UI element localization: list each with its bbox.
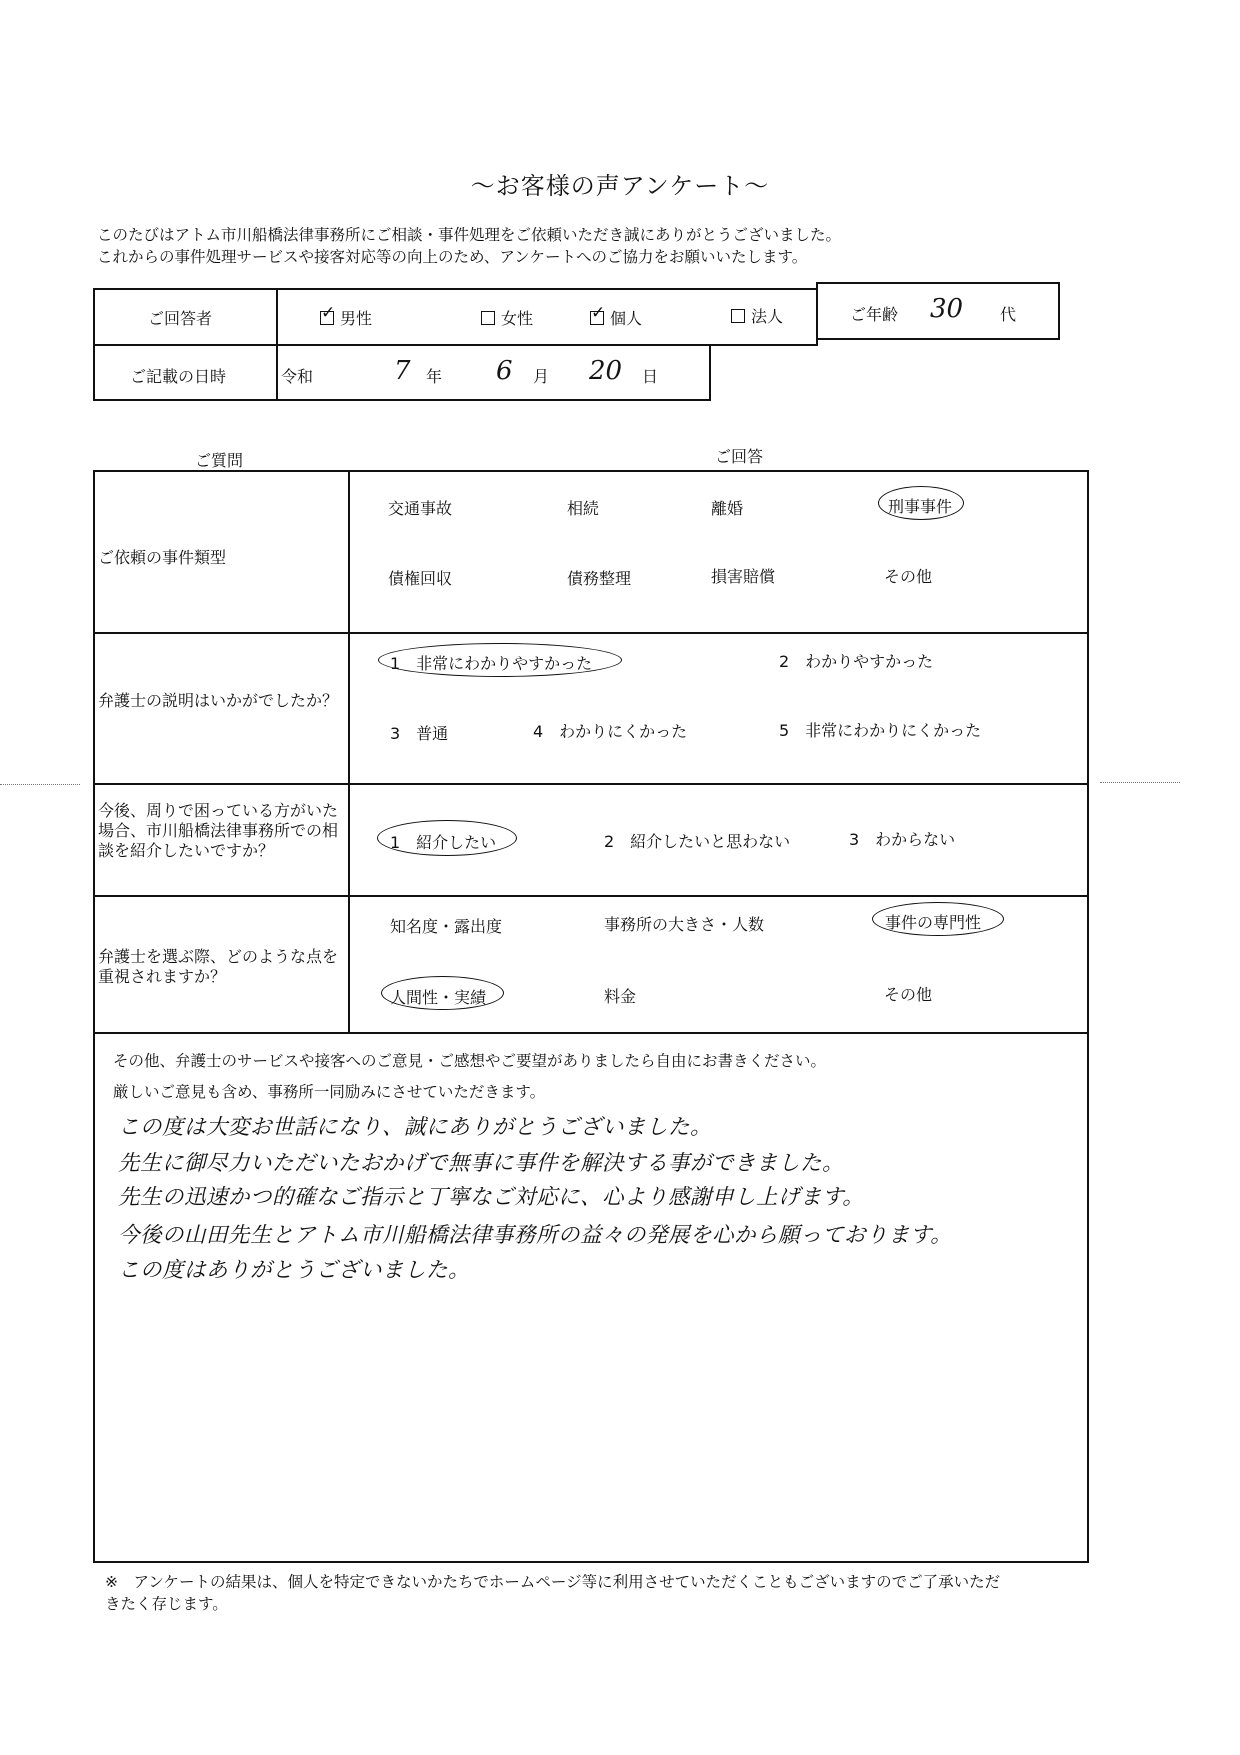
q3-selected-circle	[377, 820, 517, 856]
date-year-unit: 年	[426, 367, 443, 386]
female-label: 女性	[501, 309, 534, 328]
page-title: 〜お客様の声アンケート〜	[470, 172, 770, 200]
q3-option-3[interactable]: 3 わからない	[849, 830, 956, 849]
individual-label: 個人	[610, 309, 643, 328]
q3-option-1[interactable]: 1 紹介したい	[390, 833, 497, 852]
q4-option-1[interactable]: 知名度・露出度	[390, 917, 503, 936]
q1-option-5[interactable]: 債権回収	[388, 569, 453, 588]
corporate-option[interactable]	[731, 304, 783, 327]
male-label: 男性	[340, 309, 373, 328]
comment-line-3[interactable]: 先生の迅速かつ的確なご指示と丁寧なご対応に、心より感謝申し上げます。	[118, 1185, 865, 1210]
q2-option-5[interactable]: 5 非常にわかりにくかった	[779, 721, 982, 740]
intro-line-1: このたびはアトム市川船橋法律事務所にご相談・事件処理をご依頼いただき誠にありがとうございました。	[97, 226, 842, 244]
male-checkbox[interactable]	[320, 311, 334, 325]
q1-option-8[interactable]: その他	[884, 567, 933, 586]
q2-option-4[interactable]: 4 わかりにくかった	[533, 722, 688, 741]
q1-option-1[interactable]: 交通事故	[388, 499, 453, 518]
male-option[interactable]	[320, 306, 372, 329]
q4-selected-circle-2	[381, 976, 504, 1010]
q3-question: 今後、周りで困っている方がいた場合、市川船橋法律事務所での相談を紹介したいですか？	[98, 801, 339, 860]
comment-line-5[interactable]: この度はありがとうございました。	[118, 1258, 471, 1283]
comment-line-2[interactable]: 先生に御尽力いただいたおかげで無事に事件を解決する事ができました。	[118, 1151, 845, 1176]
comment-line-4[interactable]: 今後の山田先生とアトム市川船橋法律事務所の益々の発展を心から願っております。	[118, 1223, 953, 1248]
date-label: ご記載の日時	[130, 367, 227, 386]
age-label: ご年齢	[850, 305, 899, 324]
q2-selected-circle	[378, 643, 622, 677]
female-option[interactable]	[481, 306, 533, 329]
individual-checkbox[interactable]	[590, 311, 604, 325]
q1-option-6[interactable]: 債務整理	[567, 569, 632, 588]
comments-prompt: その他、弁護士のサービスや接客へのご意見・ご感想やご要望がありましたら自由にお書きください。	[113, 1052, 827, 1070]
q4-option-3[interactable]: 事件の専門性	[885, 913, 982, 932]
q4-option-6[interactable]: その他	[884, 985, 933, 1004]
comments-note: 厳しいご意見も含め、事務所一同励みにさせていただきます。	[113, 1083, 546, 1101]
q1-option-3[interactable]: 離婚	[711, 499, 744, 518]
q2-option-3[interactable]: 3 普通	[390, 724, 449, 743]
q4-option-5[interactable]: 料金	[604, 987, 637, 1006]
corporate-checkbox[interactable]	[731, 309, 745, 323]
date-year[interactable]: 7	[394, 356, 411, 386]
date-month[interactable]: 6	[496, 356, 513, 386]
corporate-label: 法人	[751, 307, 784, 326]
q4-option-2[interactable]: 事務所の大きさ・人数	[604, 915, 765, 934]
question-header: ご質問	[195, 451, 244, 470]
q1-question: ご依頼の事件類型	[98, 548, 227, 567]
date-day-unit: 日	[642, 367, 659, 386]
date-month-unit: 月	[533, 367, 550, 386]
q4-option-4[interactable]: 人間性・実績	[390, 988, 487, 1007]
q1-option-7[interactable]: 損害賠償	[711, 567, 776, 586]
comment-line-1[interactable]: この度は大変お世話になり、誠にありがとうございました。	[118, 1115, 713, 1140]
q4-selected-circle-1	[872, 902, 1004, 936]
age-value[interactable]: 30	[930, 294, 964, 324]
individual-option[interactable]	[590, 306, 642, 329]
respondent-label: ご回答者	[148, 309, 213, 328]
date-era: 令和	[281, 367, 314, 386]
q1-option-2[interactable]: 相続	[567, 499, 600, 518]
age-suffix: 代	[1000, 305, 1017, 324]
footer-line-2: きたく存じます。	[105, 1595, 228, 1613]
q1-selected-circle	[878, 486, 964, 520]
q2-option-2[interactable]: 2 わかりやすかった	[779, 652, 934, 671]
date-day[interactable]: 20	[589, 356, 623, 386]
answer-header: ご回答	[715, 447, 764, 466]
q4-question: 弁護士を選ぶ際、どのような点を重視されますか？	[98, 947, 339, 986]
footer-line-1: ※ アンケートの結果は、個人を特定できないかたちでホームページ等に利用させていただくこともございますのでご了承いただ	[105, 1573, 1001, 1591]
q3-option-2[interactable]: 2 紹介したいと思わない	[604, 832, 791, 851]
q2-question: 弁護士の説明はいかがでしたか？	[98, 691, 339, 710]
q2-option-1[interactable]: 1 非常にわかりやすかった	[390, 654, 593, 673]
female-checkbox[interactable]	[481, 311, 495, 325]
q1-option-4[interactable]: 刑事事件	[888, 497, 953, 516]
intro-line-2: これからの事件処理サービスや接客対応等の向上のため、アンケートへのご協力をお願いいたします。	[97, 248, 808, 266]
